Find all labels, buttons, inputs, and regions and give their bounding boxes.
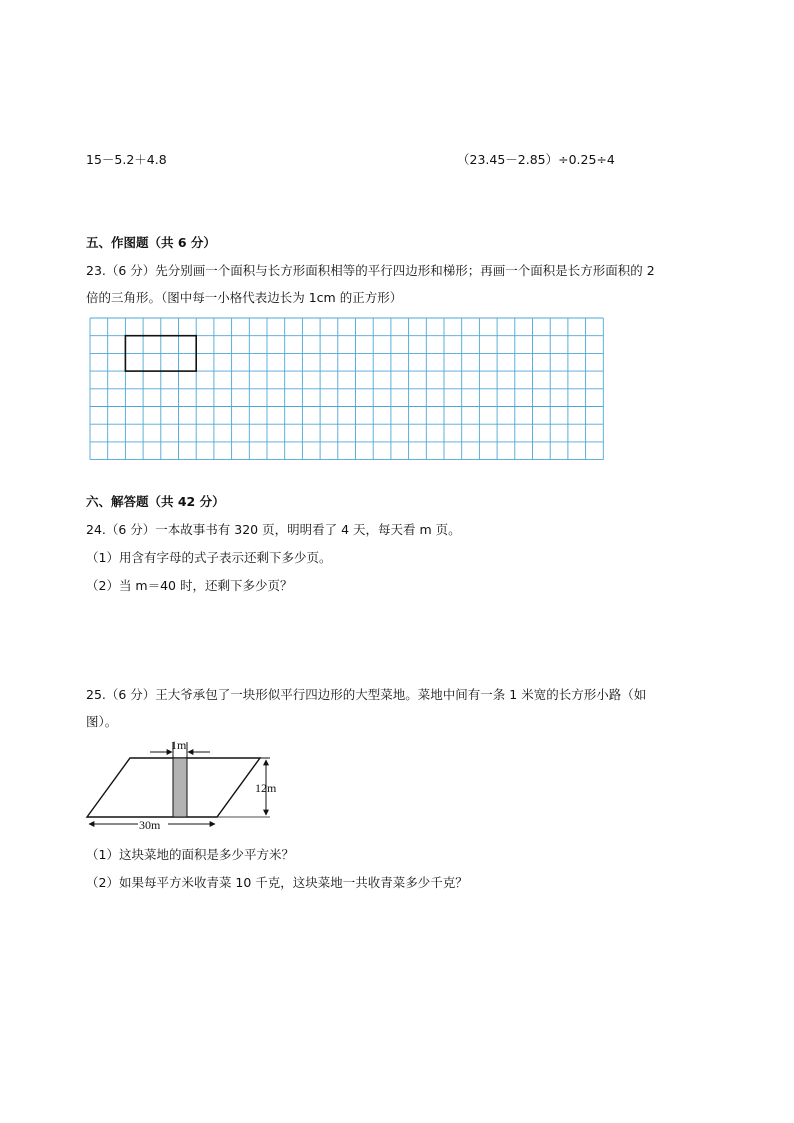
section-six-title: 六、解答题（共 42 分） — [86, 494, 225, 509]
question-23-line-1: 23.（6 分）先分别画一个面积与长方形面积相等的平行四边形和梯形；再画一个面积是长方形面积的 2 — [86, 263, 655, 278]
question-24-sub-2: （2）当 m＝40 时，还剩下多少页？ — [86, 578, 293, 593]
section-five-title: 五、作图题（共 6 分） — [86, 235, 216, 250]
height-label: 12m — [255, 781, 277, 795]
expression-right: （23.45－2.85）÷0.25÷4 — [457, 152, 615, 167]
question-25-line-2: 图）。 — [86, 714, 118, 729]
question-23-line-2: 倍的三角形。（图中每一小格代表边长为 1cm 的正方形） — [86, 290, 403, 305]
question-24-sub-1: （1）用含有字母的式子表示还剩下多少页。 — [86, 550, 332, 565]
path-width-label: 1m — [171, 738, 187, 752]
question-24-stem: 24.（6 分）一本故事书有 320 页，明明看了 4 天，每天看 m 页。 — [86, 522, 461, 537]
question-25-sub-1: （1）这块菜地的面积是多少平方米？ — [86, 847, 294, 862]
question-25-line-1: 25.（6 分）王大爷承包了一块形似平行四边形的大型菜地。菜地中间有一条 1 米宽的长方形小路（如 — [86, 687, 647, 702]
path-strip — [173, 758, 187, 817]
base-label: 30m — [139, 818, 161, 832]
expression-left: 15－5.2＋4.8 — [86, 152, 167, 167]
question-25-sub-2: （2）如果每平方米收青菜 10 千克，这块菜地一共收青菜多少千克？ — [86, 875, 468, 890]
